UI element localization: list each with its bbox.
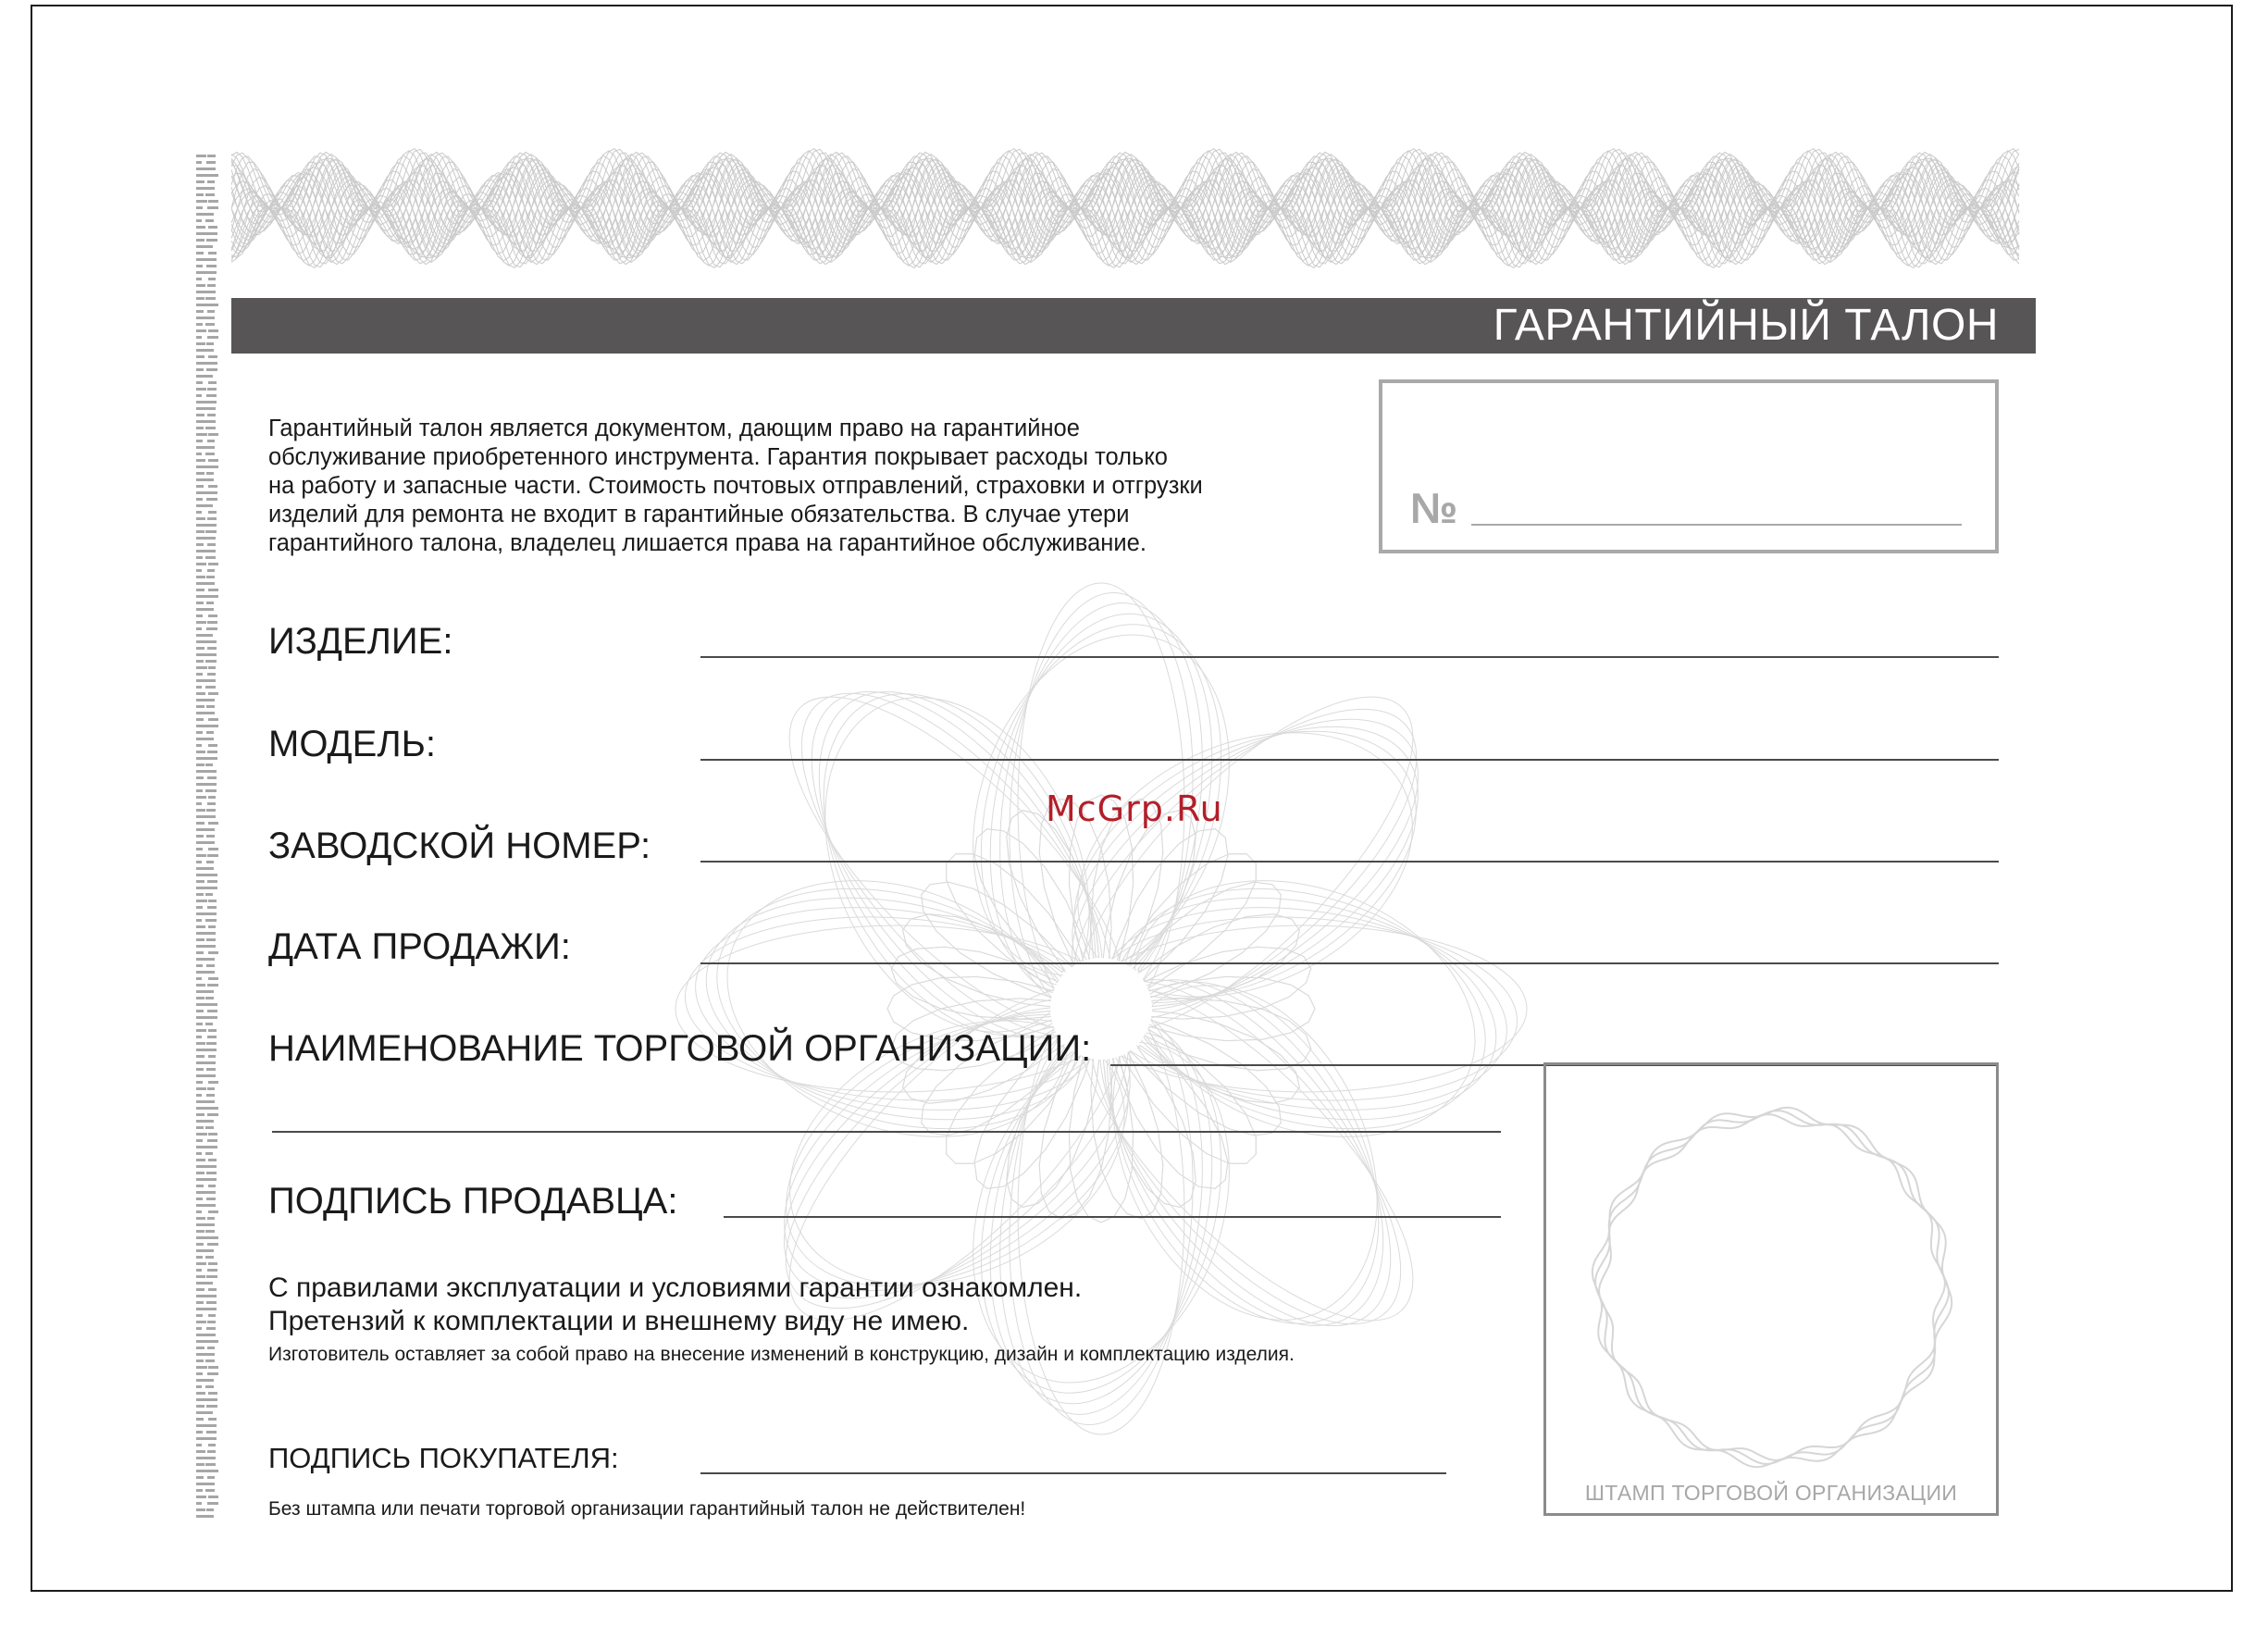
sale-date-input-line[interactable] [700,962,1999,964]
retailer-label: НАИМЕНОВАНИЕ ТОРГОВОЙ ОРГАНИЗАЦИИ: [268,1028,1092,1069]
model-input-line[interactable] [700,759,1999,761]
seller-signature-line[interactable] [724,1216,1501,1218]
intro-line: Гарантийный талон является документом, дающим право на гарантийное [268,416,1080,441]
buyer-signature-line[interactable] [700,1472,1446,1474]
serial-number-input-line[interactable] [700,861,1999,863]
manufacturer-note: Изготовитель оставляет за собой право на внесение изменений в конструкцию, дизайн и комплектацию изделия. [268,1344,1295,1365]
acknowledgement-line-1: С правилами эксплуатации и условиями гарантии ознакомлен. [268,1272,1083,1303]
model-label: МОДЕЛЬ: [268,724,436,764]
buyer-signature-label: ПОДПИСЬ ПОКУПАТЕЛЯ: [268,1442,619,1474]
microtext-security-strip [194,153,218,1522]
validity-footer-note: Без штампа или печати торговой организации гарантийный талон не действителен! [268,1498,1026,1520]
title-bar [231,298,2036,354]
product-label: ИЗДЕЛИЕ: [268,621,453,662]
watermark-text: McGrp.Ru [1046,788,1223,829]
coupon-number-box [1379,379,1999,553]
guilloche-border-pattern [231,139,2022,278]
seller-signature-label: ПОДПИСЬ ПРОДАВЦА: [268,1181,678,1222]
stamp-box [1543,1062,1999,1516]
acknowledgement-line-2: Претензий к комплектации и внешнему виду не имею. [268,1306,970,1336]
stamp-label: ШТАМП ТОРГОВОЙ ОРГАНИЗАЦИИ [1584,1481,1958,1505]
retailer-input-line-2[interactable] [272,1131,1501,1133]
intro-line: гарантийного талона, владелец лишается права на гарантийное обслуживание. [268,530,1146,556]
warranty-intro-text [268,415,1342,558]
intro-line: обслуживание приобретенного инструмента. Гарантия покрывает расходы только [268,444,1168,470]
stamp-placeholder-circle [1578,1093,1966,1482]
intro-line: на работу и запасные части. Стоимость почтовых отправлений, страховки и отгрузки [268,473,1203,499]
sale-date-label: ДАТА ПРОДАЖИ: [268,926,571,967]
serial-number-label: ЗАВОДСКОЙ НОМЕР: [268,825,651,866]
document-title: ГАРАНТИЙНЫЙ ТАЛОН [1493,301,1999,350]
number-sign: № [1410,484,1458,532]
intro-line: изделий для ремонта не входит в гарантийные обязательства. В случае утери [268,502,1130,528]
product-input-line[interactable] [700,656,1999,658]
coupon-number-field[interactable] [1471,524,1962,526]
